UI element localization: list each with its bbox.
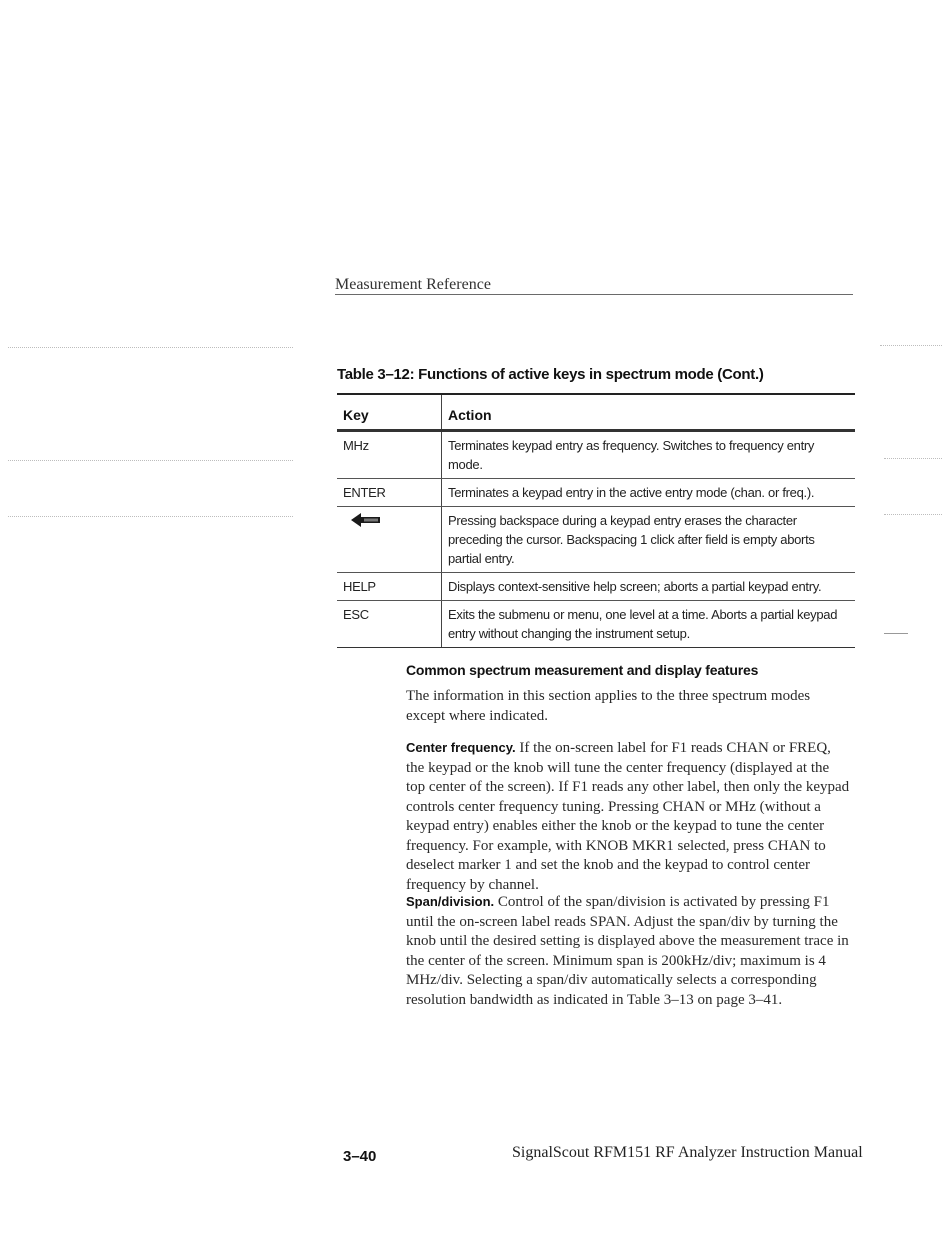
key-cell: HELP (337, 573, 442, 601)
action-cell: Displays context-sensitive help screen; aborts a partial keypad entry. (442, 573, 856, 601)
backspace-arrow-icon (351, 513, 381, 532)
section-heading: Common spectrum measurement and display features (406, 662, 759, 678)
table-row (337, 431, 855, 479)
key-cell (337, 507, 442, 573)
manual-title: SignalScout RFM151 RF Analyzer Instruction Manual (512, 1144, 863, 1161)
scan-artifact-line (880, 345, 942, 346)
action-cell: Exits the submenu or menu, one level at a time. Aborts a partial keypad entry without changing the instrument setup. (442, 601, 856, 648)
page-number: 3–40 (343, 1148, 377, 1165)
scan-artifact-line (884, 633, 908, 634)
key-cell: MHz (337, 431, 442, 479)
header-rule (335, 294, 853, 295)
table-row (337, 479, 855, 507)
action-cell: Terminates a keypad entry in the active entry mode (chan. or freq.). (442, 479, 856, 507)
running-head: Measurement Reference (335, 276, 491, 293)
action-cell: Terminates keypad entry as frequency. Switches to frequency entry mode. (442, 431, 856, 479)
table-row (337, 601, 855, 648)
center-frequency-label: Center frequency. (406, 740, 516, 755)
span-division-text: Control of the span/division is activated by pressing F1 until the on-screen label reads SPAN. Adjust the span/div by turning the knob until the desired setting is displayed above the measurement trace in the center of the screen. Minimum span is 200kHz/div; maximum is 4 MHz/div. Selecting a span/div automatically selects a corresponding resolution bandwidth as indicated in Table 3–13 on page 3–41. (406, 894, 849, 1008)
key-cell: ESC (337, 601, 442, 648)
key-cell: ENTER (337, 479, 442, 507)
table-title: Table 3–12: Functions of active keys in spectrum mode (Cont.) (337, 366, 764, 383)
table-header-row (337, 394, 855, 431)
column-header-action: Action (442, 394, 856, 431)
span-division-paragraph (406, 892, 852, 1010)
center-frequency-text: If the on-screen label for F1 reads CHAN or FREQ, the keypad or the knob will tune the center frequency (displayed at the top center of the screen). If F1 reads any other label, then only the keypad controls center frequency tuning. Pressing CHAN or MHz (without a keypad entry) enables either the knob or the keypad to tune the center frequency. For example, with KNOB MKR1 selected, press CHAN to deselect marker 1 and set the knob and the keypad to control center frequency by channel. (406, 740, 850, 893)
action-cell: Pressing backspace during a keypad entry erases the character preceding the cursor. Backspacing 1 click after field is empty aborts partial entry. (442, 507, 856, 573)
table-row (337, 573, 855, 601)
scan-artifact-line (8, 460, 293, 461)
column-header-key: Key (337, 394, 442, 431)
intro-paragraph: The information in this section applies to the three spectrum modes except where indicated. (406, 688, 811, 724)
table-row (337, 507, 855, 573)
scan-artifact-line (884, 514, 942, 515)
span-division-label: Span/division. (406, 894, 495, 909)
scan-artifact-line (8, 347, 293, 348)
key-functions-table (337, 393, 855, 648)
center-frequency-paragraph (406, 738, 852, 895)
scan-artifact-line (8, 516, 293, 517)
scan-artifact-line (884, 458, 942, 459)
